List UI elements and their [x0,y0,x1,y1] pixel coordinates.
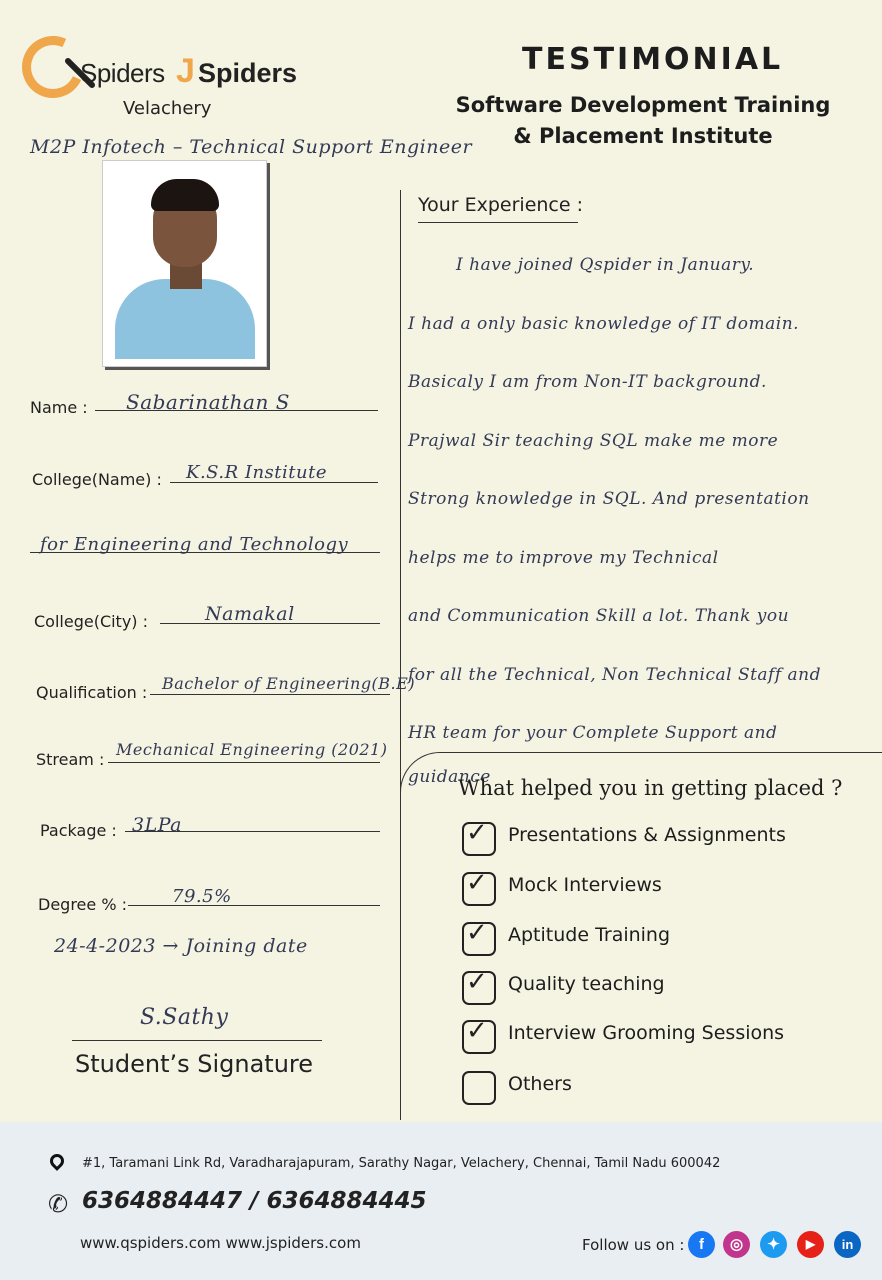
signature-label: Student’s Signature [75,1050,314,1078]
stream-label: Stream : [36,750,105,769]
degree-underline [128,905,380,906]
package-underline [125,831,380,832]
option-label: Others [508,1073,572,1095]
option-label: Aptitude Training [508,924,671,946]
name-underline [95,410,378,411]
package-value: 3LPa [132,814,182,836]
logo-jspiders-text: Spiders [198,58,298,88]
qualification-underline [150,694,390,695]
check-icon: ✓ [466,818,488,848]
option-label: Mock Interviews [508,874,662,896]
follow-label: Follow us on : [582,1236,685,1254]
signature-line [72,1040,322,1041]
name-label: Name : [30,398,88,417]
logo-qspiders-text: Spiders [80,58,165,88]
check-icon: ✓ [466,1016,488,1046]
placement-title: What helped you in getting placed ? [458,776,843,800]
experience-line: Strong knowledge in SQL. And presentation [408,489,810,509]
experience-line: helps me to improve my Technical [408,547,719,568]
check-icon: ✓ [466,868,488,898]
experience-line: guidance [408,766,491,787]
city-value: Namakal [205,603,295,625]
footer-address: #1, Taramani Link Rd, Varadharajapuram, Sarathy Nagar, Velachery, Chennai, Tamil Nadu 600042 [82,1156,721,1171]
degree-label: Degree % : [38,895,127,914]
name-value: Sabarinathan S [126,390,290,414]
experience-line: and Communication Skill a lot. Thank you [408,606,790,626]
qualification-label: Qualification : [36,683,148,702]
option-label: Interview Grooming Sessions [508,1022,785,1044]
experience-line: Prajwal Sir teaching SQL make me more [408,430,779,451]
photo-shirt [115,279,255,359]
student-photo [102,160,267,367]
college-label: College(Name) : [32,470,162,489]
option-label: Quality teaching [508,973,665,995]
footer-websites[interactable]: www.qspiders.com www.jspiders.com [80,1234,361,1252]
college-underline-1 [170,482,378,483]
college-value-1: K.S.R Institute [186,462,327,483]
experience-line: I had a only basic knowledge of IT domain. [408,313,800,334]
stream-value: Mechanical Engineering (2021) [116,740,388,759]
city-label: College(City) : [34,612,149,631]
check-icon: ✓ [466,918,488,948]
student-signature: S.Sathy [140,1005,229,1030]
instagram-icon[interactable]: ◎ [723,1231,750,1258]
twitter-icon[interactable]: ✦ [760,1231,787,1258]
degree-value: 79.5% [172,886,232,907]
photo-frame [115,169,255,359]
page-title: TESTIMONIAL [522,42,784,77]
package-label: Package : [40,821,117,840]
experience-line: for all the Technical, Non Technical Staff and [408,664,822,685]
qualification-value: Bachelor of Engineering(B.E) [162,674,416,693]
phone-icon: ✆ [48,1190,69,1218]
experience-line: Basicaly I am from Non-IT background. [408,372,767,392]
checkbox[interactable] [462,1071,496,1105]
college-underline-2 [30,552,380,553]
experience-text [408,236,858,791]
student-role: M2P Infotech – Technical Support Engineer [30,136,473,158]
linkedin-icon[interactable]: in [834,1231,861,1258]
youtube-icon[interactable]: ▶ [797,1231,824,1258]
stream-underline [108,762,380,763]
experience-line: HR team for your Complete Support and [408,723,778,743]
logo-location: Velachery [123,98,212,119]
college-value-2: for Engineering and Technology [40,534,349,555]
photo-hair [151,179,219,211]
page-subtitle: Software Development Training & Placement Institute [455,93,831,148]
facebook-icon[interactable]: f [688,1231,715,1258]
experience-line: I have joined Qspider in January. [456,255,755,275]
experience-title: Your Experience : [418,194,583,216]
check-icon: ✓ [466,967,488,997]
experience-title-underline [418,222,578,223]
joining-note: 24-4-2023 → Joining date [54,935,308,957]
footer-phone[interactable]: 6364884447 / 6364884445 [82,1188,427,1214]
city-underline [160,623,380,624]
logo-j-letter: J [176,52,195,90]
option-label: Presentations & Assignments [508,824,786,846]
